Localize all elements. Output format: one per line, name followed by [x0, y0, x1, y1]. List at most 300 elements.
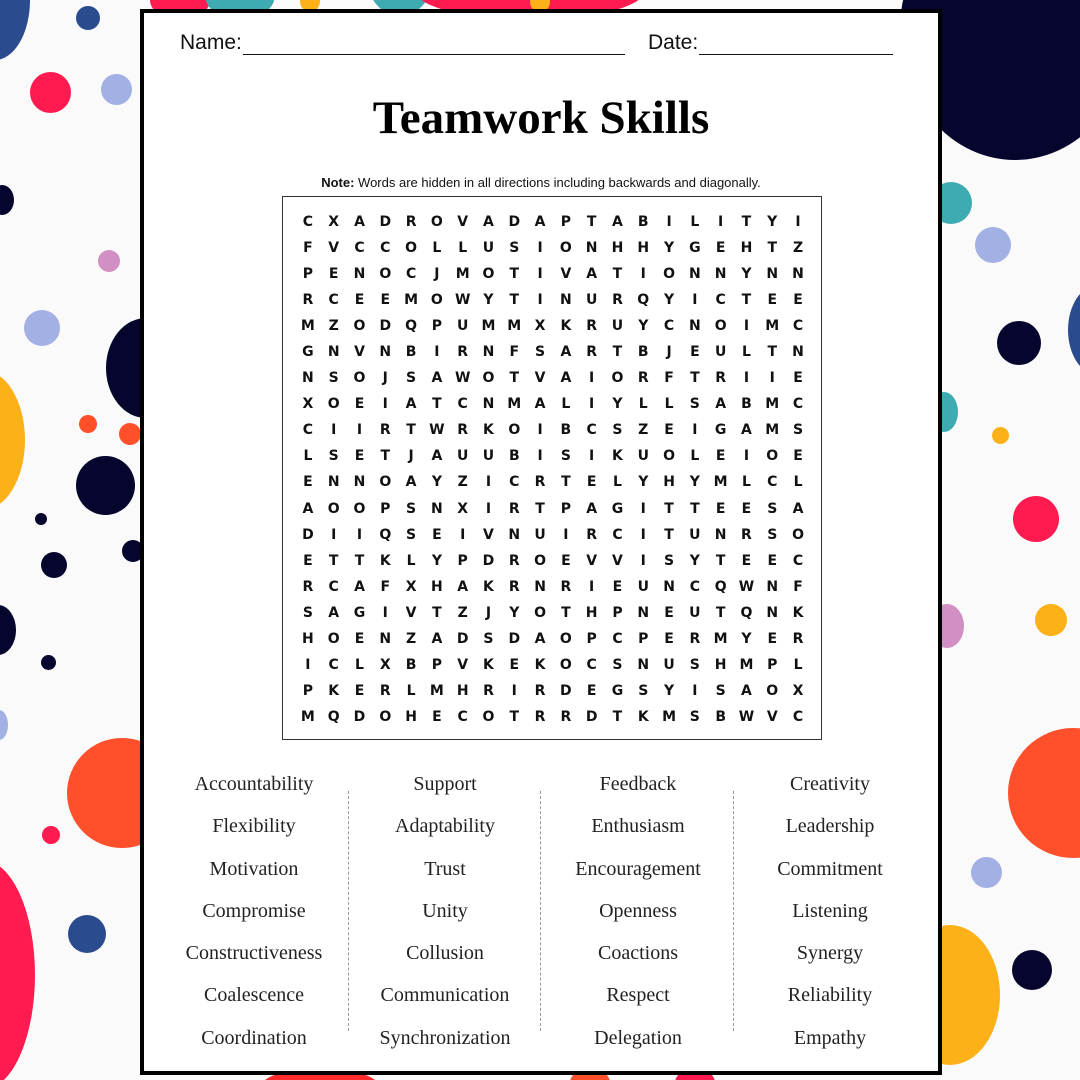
grid-letter[interactable]: Y	[509, 604, 520, 621]
grid-letter[interactable]: T	[690, 370, 700, 387]
grid-letter[interactable]: A	[741, 682, 752, 699]
grid-letter[interactable]: C	[328, 578, 339, 595]
grid-letter[interactable]: T	[715, 604, 726, 621]
grid-letter[interactable]: C	[302, 422, 314, 439]
grid-letter[interactable]: I	[589, 396, 595, 413]
grid-letter[interactable]: S	[638, 682, 649, 699]
grid-letter[interactable]: P	[560, 214, 571, 230]
name-blank-line[interactable]	[243, 34, 625, 55]
grid-letter[interactable]: N	[688, 266, 701, 283]
grid-letter[interactable]: M	[713, 474, 728, 491]
grid-letter[interactable]: N	[585, 240, 598, 257]
grid-letter[interactable]: N	[714, 266, 727, 283]
grid-letter[interactable]: L	[741, 474, 751, 491]
grid-letter[interactable]: S	[612, 656, 623, 673]
grid-letter[interactable]: Y	[431, 552, 442, 569]
grid-letter[interactable]: N	[379, 630, 392, 647]
grid-letter[interactable]: L	[458, 240, 468, 257]
grid-letter[interactable]: H	[405, 708, 417, 725]
grid-letter[interactable]: C	[380, 240, 391, 257]
grid-letter[interactable]: W	[738, 708, 755, 725]
grid-letter[interactable]: O	[508, 422, 521, 439]
grid-letter[interactable]: T	[509, 708, 520, 725]
grid-letter[interactable]: C	[612, 630, 623, 647]
grid-letter[interactable]: H	[663, 474, 675, 491]
grid-letter[interactable]: N	[560, 292, 572, 309]
grid-letter[interactable]: C	[767, 474, 778, 491]
grid-letter[interactable]: A	[612, 214, 623, 230]
grid-letter[interactable]: L	[432, 240, 442, 257]
grid-letter[interactable]: K	[328, 682, 340, 699]
grid-letter[interactable]: D	[379, 318, 392, 335]
grid-letter[interactable]: X	[534, 318, 546, 335]
grid-letter[interactable]: Q	[740, 604, 753, 621]
grid-letter[interactable]: I	[511, 682, 517, 699]
grid-letter[interactable]: M	[507, 318, 522, 335]
grid-letter[interactable]: N	[508, 526, 521, 543]
grid-letter[interactable]: T	[406, 422, 416, 439]
grid-letter[interactable]: R	[586, 344, 598, 361]
grid-letter[interactable]: E	[354, 448, 365, 465]
grid-letter[interactable]: I	[769, 370, 775, 387]
grid-letter[interactable]: P	[560, 500, 571, 517]
grid-letter[interactable]: Y	[741, 630, 752, 647]
grid-letter[interactable]: J	[434, 266, 440, 283]
grid-letter[interactable]: N	[534, 578, 546, 595]
grid-letter[interactable]: X	[792, 682, 804, 699]
grid-letter[interactable]: S	[715, 682, 726, 699]
grid-letter[interactable]: W	[454, 292, 471, 309]
grid-letter[interactable]: C	[792, 552, 804, 569]
grid-letter[interactable]: L	[561, 396, 571, 413]
grid-letter[interactable]: E	[664, 630, 674, 647]
grid-letter[interactable]: T	[612, 344, 623, 361]
grid-letter[interactable]: Y	[741, 266, 752, 283]
grid-letter[interactable]: R	[741, 526, 752, 543]
grid-letter[interactable]: O	[534, 604, 547, 621]
grid-letter[interactable]: T	[664, 526, 674, 543]
grid-letter[interactable]: R	[302, 292, 314, 309]
grid-letter[interactable]: R	[534, 474, 546, 491]
grid-letter[interactable]: I	[485, 500, 492, 517]
grid-letter[interactable]: C	[792, 708, 804, 725]
grid-letter[interactable]: Q	[327, 708, 340, 725]
grid-letter[interactable]: X	[405, 578, 417, 595]
grid-letter[interactable]: I	[537, 292, 543, 309]
grid-letter[interactable]: E	[741, 552, 752, 569]
grid-letter[interactable]: B	[508, 448, 520, 465]
grid-letter[interactable]: E	[793, 292, 803, 309]
grid-letter[interactable]: Y	[612, 396, 623, 413]
grid-letter[interactable]: R	[534, 708, 546, 725]
grid-letter[interactable]: A	[741, 422, 752, 439]
grid-letter[interactable]: S	[792, 422, 804, 439]
grid-letter[interactable]: B	[741, 396, 752, 413]
grid-letter[interactable]: N	[714, 526, 727, 543]
grid-letter[interactable]: I	[743, 370, 750, 387]
grid-letter[interactable]: U	[714, 344, 727, 361]
grid-letter[interactable]: S	[406, 526, 417, 543]
grid-letter[interactable]: I	[382, 604, 388, 621]
grid-letter[interactable]: E	[793, 370, 803, 387]
grid-letter[interactable]: T	[690, 500, 700, 517]
grid-letter[interactable]: R	[379, 422, 391, 439]
grid-letter[interactable]: E	[432, 708, 442, 725]
grid-letter[interactable]: S	[664, 552, 675, 569]
grid-letter[interactable]: E	[432, 526, 442, 543]
grid-letter[interactable]: W	[738, 578, 755, 595]
grid-letter[interactable]: I	[666, 214, 672, 230]
grid-letter[interactable]: C	[586, 656, 597, 673]
grid-letter[interactable]: I	[718, 214, 724, 230]
grid-letter[interactable]: Y	[663, 682, 675, 699]
grid-letter[interactable]: R	[586, 526, 598, 543]
grid-letter[interactable]: A	[483, 214, 494, 230]
grid-letter[interactable]: N	[482, 396, 495, 413]
grid-letter[interactable]: B	[405, 344, 417, 361]
grid-letter[interactable]: I	[589, 578, 595, 595]
grid-letter[interactable]: E	[715, 500, 726, 517]
grid-letter[interactable]: A	[792, 500, 804, 517]
grid-letter[interactable]: L	[664, 396, 674, 413]
grid-letter[interactable]: I	[305, 656, 311, 673]
grid-letter[interactable]: E	[664, 604, 674, 621]
grid-letter[interactable]: Z	[457, 474, 468, 491]
grid-letter[interactable]: U	[456, 448, 469, 465]
grid-letter[interactable]: T	[328, 552, 339, 569]
grid-letter[interactable]: W	[429, 422, 445, 439]
grid-letter[interactable]: T	[354, 552, 365, 569]
grid-letter[interactable]: A	[354, 214, 365, 230]
grid-letter[interactable]: S	[535, 344, 546, 361]
grid-letter[interactable]: S	[689, 396, 700, 413]
grid-letter[interactable]: Y	[689, 552, 700, 569]
grid-letter[interactable]: A	[534, 214, 546, 230]
grid-letter[interactable]: O	[663, 448, 675, 465]
grid-letter[interactable]: E	[303, 552, 313, 569]
grid-letter[interactable]: Q	[379, 526, 392, 543]
grid-letter[interactable]: C	[715, 292, 726, 309]
grid-letter[interactable]: Y	[663, 292, 675, 309]
grid-letter[interactable]: O	[327, 630, 340, 647]
grid-letter[interactable]: V	[766, 708, 778, 725]
grid-letter[interactable]: P	[638, 630, 649, 647]
grid-letter[interactable]: U	[534, 526, 546, 543]
grid-letter[interactable]: B	[560, 422, 572, 439]
grid-letter[interactable]: C	[328, 656, 339, 673]
grid-letter[interactable]: H	[740, 240, 753, 257]
grid-letter[interactable]: U	[456, 318, 469, 335]
grid-letter[interactable]: O	[714, 318, 727, 335]
grid-letter[interactable]: V	[483, 526, 494, 543]
grid-letter[interactable]: V	[560, 266, 572, 283]
grid-letter[interactable]: T	[561, 474, 571, 491]
grid-letter[interactable]: M	[765, 318, 780, 335]
grid-letter[interactable]: R	[689, 630, 701, 647]
grid-letter[interactable]: I	[795, 214, 801, 230]
grid-letter[interactable]: Q	[637, 292, 650, 309]
grid-letter[interactable]: F	[664, 370, 674, 387]
grid-letter[interactable]: S	[689, 708, 700, 725]
grid-letter[interactable]: O	[534, 552, 547, 569]
grid-letter[interactable]: T	[561, 604, 571, 621]
grid-letter[interactable]: E	[380, 292, 391, 309]
grid-letter[interactable]: M	[300, 708, 315, 725]
grid-letter[interactable]: I	[356, 526, 363, 543]
grid-letter[interactable]: L	[741, 344, 751, 361]
grid-letter[interactable]: O	[379, 474, 392, 491]
grid-letter[interactable]: N	[431, 500, 443, 517]
grid-letter[interactable]: C	[302, 214, 314, 230]
grid-letter[interactable]: N	[792, 344, 804, 361]
grid-letter[interactable]: M	[455, 266, 470, 283]
grid-letter[interactable]: N	[482, 344, 495, 361]
grid-letter[interactable]: R	[302, 578, 314, 595]
grid-letter[interactable]: Y	[431, 474, 442, 491]
grid-letter[interactable]: T	[612, 708, 623, 725]
grid-letter[interactable]: E	[612, 578, 623, 595]
grid-letter[interactable]: L	[613, 474, 622, 491]
grid-letter[interactable]: S	[406, 500, 417, 517]
grid-letter[interactable]: E	[715, 448, 726, 465]
grid-letter[interactable]: A	[302, 500, 314, 517]
grid-letter[interactable]: K	[483, 422, 494, 439]
grid-letter[interactable]: C	[457, 396, 468, 413]
grid-letter[interactable]: R	[586, 318, 598, 335]
grid-letter[interactable]: Q	[714, 578, 727, 595]
grid-letter[interactable]: E	[354, 292, 365, 309]
grid-letter[interactable]: N	[379, 344, 392, 361]
grid-letter[interactable]: K	[534, 656, 546, 673]
grid-letter[interactable]: N	[302, 370, 314, 387]
grid-letter[interactable]: E	[509, 656, 520, 673]
grid-letter[interactable]: I	[460, 526, 466, 543]
grid-letter[interactable]: I	[563, 526, 569, 543]
grid-letter[interactable]: L	[793, 656, 803, 673]
grid-letter[interactable]: R	[457, 422, 469, 439]
grid-letter[interactable]: D	[585, 708, 598, 725]
grid-letter[interactable]: Y	[689, 474, 700, 491]
grid-letter[interactable]: A	[586, 266, 598, 283]
grid-letter[interactable]: E	[354, 630, 365, 647]
grid-letter[interactable]: A	[715, 396, 727, 413]
grid-letter[interactable]: I	[485, 474, 492, 491]
grid-letter[interactable]: D	[508, 214, 521, 230]
grid-letter[interactable]: A	[560, 370, 572, 387]
grid-letter[interactable]: F	[509, 344, 520, 361]
grid-letter[interactable]: T	[664, 500, 674, 517]
grid-letter[interactable]: C	[792, 396, 804, 413]
grid-letter[interactable]: M	[765, 396, 780, 413]
grid-letter[interactable]: T	[432, 604, 442, 621]
grid-letter[interactable]: N	[637, 656, 650, 673]
grid-letter[interactable]: I	[743, 318, 750, 335]
grid-letter[interactable]: X	[302, 396, 314, 413]
grid-letter[interactable]: K	[637, 708, 649, 725]
grid-letter[interactable]: I	[589, 448, 595, 465]
grid-letter[interactable]: T	[767, 240, 778, 257]
grid-letter[interactable]: J	[485, 604, 492, 621]
grid-letter[interactable]: F	[303, 240, 313, 257]
grid-letter[interactable]: M	[662, 708, 677, 725]
grid-letter[interactable]: H	[714, 656, 727, 673]
grid-letter[interactable]: N	[792, 266, 804, 283]
grid-letter[interactable]: R	[715, 370, 727, 387]
grid-letter[interactable]: K	[379, 552, 391, 569]
grid-letter[interactable]: F	[380, 578, 391, 595]
grid-letter[interactable]: P	[586, 630, 597, 647]
grid-letter[interactable]: K	[560, 318, 572, 335]
grid-letter[interactable]: O	[611, 370, 624, 387]
grid-letter[interactable]: B	[715, 708, 726, 725]
grid-letter[interactable]: P	[302, 682, 314, 699]
grid-letter[interactable]: N	[353, 474, 366, 491]
grid-letter[interactable]: O	[430, 214, 443, 230]
grid-letter[interactable]: C	[457, 708, 468, 725]
grid-letter[interactable]: J	[382, 370, 388, 387]
grid-letter[interactable]: E	[586, 682, 597, 699]
grid-letter[interactable]: T	[380, 448, 391, 465]
grid-letter[interactable]: I	[692, 422, 698, 439]
grid-letter[interactable]: J	[666, 344, 672, 361]
grid-letter[interactable]: H	[585, 604, 598, 621]
grid-letter[interactable]: C	[792, 318, 804, 335]
grid-letter[interactable]: R	[534, 682, 546, 699]
grid-letter[interactable]: T	[586, 214, 597, 230]
grid-letter[interactable]: N	[766, 578, 779, 595]
grid-letter[interactable]: G	[611, 682, 624, 699]
grid-letter[interactable]: N	[353, 266, 366, 283]
grid-letter[interactable]: E	[354, 396, 365, 413]
grid-letter[interactable]: T	[612, 266, 623, 283]
grid-letter[interactable]: I	[692, 682, 698, 699]
grid-letter[interactable]: R	[637, 370, 649, 387]
grid-letter[interactable]: L	[638, 396, 648, 413]
grid-letter[interactable]: C	[689, 578, 700, 595]
grid-letter[interactable]: C	[509, 474, 520, 491]
grid-letter[interactable]: D	[379, 214, 392, 230]
grid-letter[interactable]: S	[560, 448, 571, 465]
grid-letter[interactable]: T	[767, 344, 778, 361]
grid-letter[interactable]: S	[612, 422, 623, 439]
grid-letter[interactable]: R	[457, 344, 469, 361]
grid-letter[interactable]: T	[535, 500, 545, 517]
grid-letter[interactable]: G	[302, 344, 314, 361]
grid-letter[interactable]: H	[637, 240, 650, 257]
grid-letter[interactable]: O	[327, 500, 340, 517]
grid-letter[interactable]: X	[379, 656, 391, 673]
grid-letter[interactable]: L	[793, 474, 803, 491]
grid-letter[interactable]: U	[689, 526, 701, 543]
grid-letter[interactable]: C	[328, 292, 339, 309]
grid-letter[interactable]: N	[327, 344, 340, 361]
grid-letter[interactable]: T	[509, 266, 520, 283]
grid-letter[interactable]: L	[355, 656, 364, 673]
grid-letter[interactable]: R	[508, 500, 520, 517]
grid-letter[interactable]: I	[537, 422, 543, 439]
grid-letter[interactable]: M	[481, 318, 496, 335]
grid-letter[interactable]: D	[353, 708, 366, 725]
grid-letter[interactable]: V	[534, 370, 546, 387]
grid-letter[interactable]: R	[508, 552, 520, 569]
grid-letter[interactable]: T	[741, 292, 752, 309]
grid-letter[interactable]: V	[612, 552, 623, 569]
grid-letter[interactable]: U	[689, 604, 701, 621]
grid-letter[interactable]: M	[507, 396, 522, 413]
grid-letter[interactable]: O	[766, 448, 779, 465]
name-field[interactable]	[180, 31, 625, 55]
grid-letter[interactable]: C	[612, 526, 623, 543]
grid-letter[interactable]: N	[688, 318, 701, 335]
grid-letter[interactable]: A	[431, 370, 443, 387]
grid-letter[interactable]: E	[767, 552, 778, 569]
grid-letter[interactable]: A	[560, 344, 572, 361]
grid-letter[interactable]: D	[508, 630, 521, 647]
grid-letter[interactable]: G	[714, 422, 727, 439]
grid-letter[interactable]: E	[690, 344, 700, 361]
grid-letter[interactable]: R	[560, 708, 572, 725]
grid-letter[interactable]: A	[405, 474, 417, 491]
grid-letter[interactable]: I	[537, 266, 543, 283]
grid-letter[interactable]: N	[327, 474, 340, 491]
grid-letter[interactable]: F	[793, 578, 803, 595]
grid-letter[interactable]: O	[663, 266, 675, 283]
grid-letter[interactable]: I	[589, 370, 595, 387]
grid-letter[interactable]: M	[429, 682, 444, 699]
grid-letter[interactable]: U	[585, 292, 598, 309]
grid-letter[interactable]: A	[586, 500, 598, 517]
grid-letter[interactable]: Y	[767, 214, 778, 230]
grid-letter[interactable]: O	[430, 292, 443, 309]
grid-letter[interactable]: R	[612, 292, 623, 309]
grid-letter[interactable]: P	[767, 656, 778, 673]
grid-letter[interactable]: E	[741, 500, 752, 517]
grid-letter[interactable]: T	[432, 396, 442, 413]
grid-letter[interactable]: P	[431, 656, 443, 673]
grid-letter[interactable]: Q	[405, 318, 418, 335]
grid-letter[interactable]: I	[356, 422, 363, 439]
grid-letter[interactable]: P	[457, 552, 468, 569]
grid-letter[interactable]: I	[331, 526, 337, 543]
grid-letter[interactable]: M	[739, 656, 754, 673]
grid-letter[interactable]: O	[559, 240, 572, 257]
grid-letter[interactable]: I	[640, 266, 646, 283]
grid-letter[interactable]: E	[715, 240, 726, 257]
grid-letter[interactable]: A	[534, 396, 546, 413]
grid-letter[interactable]: O	[379, 266, 392, 283]
grid-letter[interactable]: C	[354, 240, 365, 257]
grid-letter[interactable]: H	[302, 630, 314, 647]
grid-letter[interactable]: A	[431, 448, 443, 465]
grid-letter[interactable]: B	[637, 344, 649, 361]
grid-letter[interactable]: I	[640, 500, 646, 517]
grid-letter[interactable]: V	[457, 214, 469, 230]
grid-letter[interactable]: C	[405, 266, 417, 283]
grid-letter[interactable]: T	[509, 292, 520, 309]
grid-letter[interactable]: O	[482, 708, 495, 725]
grid-letter[interactable]: S	[328, 448, 339, 465]
grid-letter[interactable]: T	[741, 214, 752, 230]
grid-letter[interactable]: Z	[406, 630, 417, 647]
grid-letter[interactable]: Y	[663, 240, 675, 257]
grid-letter[interactable]: U	[611, 318, 624, 335]
grid-letter[interactable]: M	[404, 292, 419, 309]
grid-letter[interactable]: S	[767, 526, 778, 543]
grid-letter[interactable]: I	[640, 526, 646, 543]
grid-letter[interactable]: H	[611, 240, 624, 257]
grid-letter[interactable]: N	[766, 266, 779, 283]
grid-letter[interactable]: S	[406, 370, 417, 387]
